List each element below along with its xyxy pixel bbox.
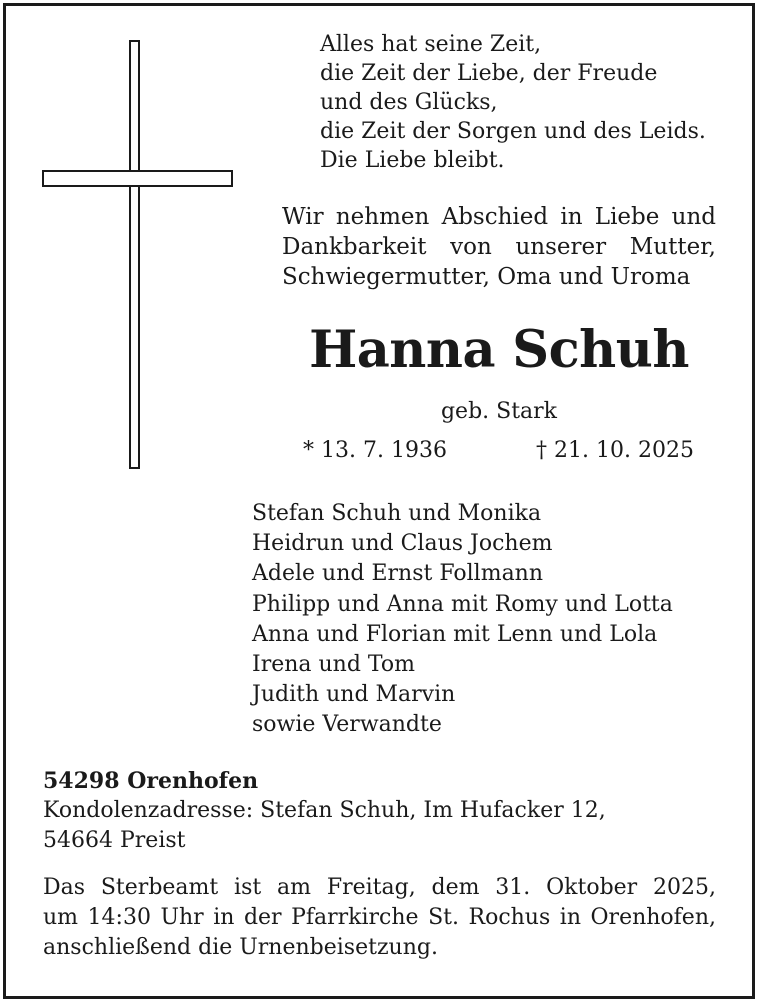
- service-line: um 14:30 Uhr in der Pfarrkirche St. Rochus in Orenhofen,: [43, 905, 716, 930]
- poem-line: Alles hat seine Zeit,: [320, 32, 542, 57]
- mourner-line: Stefan Schuh und Monika: [252, 501, 542, 526]
- mourner-line: Irena und Tom: [252, 652, 415, 678]
- farewell-intro: [282, 202, 716, 292]
- condolence-address-postcode: 54664 Preist: [43, 828, 186, 853]
- death-date: † 21. 10. 2025: [536, 438, 694, 463]
- mourners-list: [252, 499, 673, 741]
- poem-line: die Zeit der Liebe, der Freude: [320, 61, 658, 86]
- service-line: anschließend die Urnenbeisetzung.: [43, 935, 438, 960]
- cross-horizontal-beam: [42, 170, 233, 187]
- intro-line: Wir nehmen Abschied in Liebe und: [282, 204, 716, 230]
- poem-line: und des Glücks,: [320, 90, 498, 115]
- mourner-line: Heidrun und Claus Jochem: [252, 531, 553, 557]
- service-line: Das Sterbeamt ist am Freitag, dem 31. Oktober 2025,: [43, 875, 716, 900]
- mourner-line: Judith und Marvin: [252, 682, 456, 708]
- address-block: [43, 766, 606, 856]
- mourner-line: Philipp und Anna mit Romy und Lotta: [252, 591, 673, 617]
- poem: [320, 30, 706, 175]
- birth-date: * 13. 7. 1936: [303, 438, 447, 463]
- mourner-line: Anna und Florian mit Lenn und Lola: [252, 621, 658, 647]
- service-info: [43, 873, 716, 963]
- deceased-name: Hanna Schuh: [309, 320, 689, 380]
- mourner-line: Adele und Ernst Follmann: [252, 561, 544, 587]
- mourner-line: sowie Verwandte: [252, 712, 442, 738]
- cross-intersection: [132, 173, 138, 185]
- poem-line: Die Liebe bleibt.: [320, 148, 505, 173]
- condolence-address: Kondolenzadresse: Stefan Schuh, Im Hufacker 12,: [43, 798, 606, 823]
- intro-line: Schwiegermutter, Oma und Uroma: [282, 264, 691, 290]
- cross-vertical-beam: [129, 40, 140, 469]
- residence-city: 54298 Orenhofen: [43, 768, 259, 794]
- intro-line: Dankbarkeit von unserer Mutter,: [282, 234, 716, 260]
- maiden-name: geb. Stark: [440, 399, 558, 424]
- poem-line: die Zeit der Sorgen und des Leids.: [320, 119, 706, 144]
